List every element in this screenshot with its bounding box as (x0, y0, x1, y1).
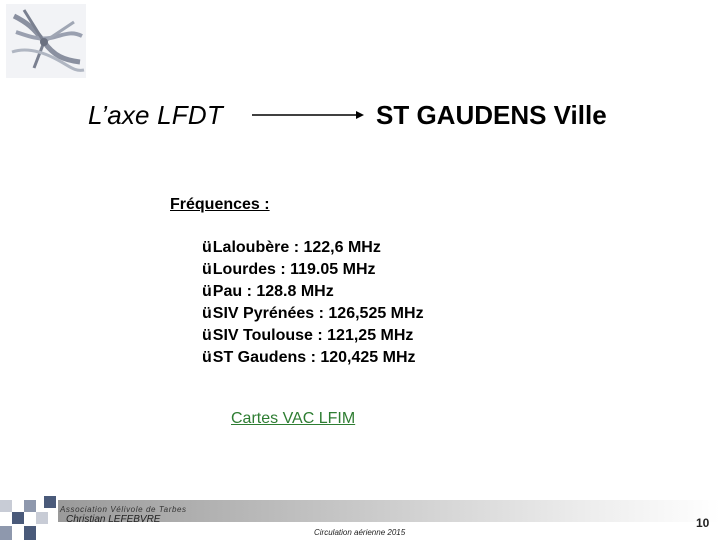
glider-sketch-logo (4, 2, 88, 80)
check-bullet-icon: ü (202, 305, 212, 322)
footer-decoration-squares (0, 492, 64, 540)
check-bullet-icon: ü (202, 239, 212, 256)
list-item (202, 303, 424, 325)
check-bullet-icon: ü (202, 283, 212, 300)
list-item (202, 325, 424, 347)
footer-center-text: Circulation aérienne 2015 (314, 528, 406, 537)
footer-author: Christian LEFEBVRE (66, 514, 161, 525)
frequency-text: Pau : 128.8 MHz (212, 283, 334, 300)
right-arrow-icon (252, 107, 364, 123)
frequency-text: ST Gaudens : 120,425 MHz (212, 349, 416, 366)
title-origin: L’axe LFDT (88, 100, 223, 130)
frequency-text: Laloubère : 122,6 MHz (212, 239, 381, 256)
check-bullet-icon: ü (202, 261, 212, 278)
list-item (202, 347, 424, 369)
frequency-list (202, 237, 424, 369)
frequencies-heading: Fréquences : (170, 196, 270, 213)
vac-charts-link[interactable]: Cartes VAC LFIM (231, 410, 356, 427)
frequency-text: SIV Toulouse : 121,25 MHz (212, 327, 414, 344)
list-item (202, 237, 424, 259)
list-item (202, 259, 424, 281)
page-number: 10 (696, 516, 710, 530)
list-item (202, 281, 424, 303)
footer-association: Association Vélivole de Tarbes (60, 505, 187, 514)
frequency-text: SIV Pyrénées : 126,525 MHz (212, 305, 424, 322)
check-bullet-icon: ü (202, 349, 212, 366)
check-bullet-icon: ü (202, 327, 212, 344)
title-destination: ST GAUDENS Ville (376, 100, 607, 130)
frequency-text: Lourdes : 119.05 MHz (212, 261, 376, 278)
